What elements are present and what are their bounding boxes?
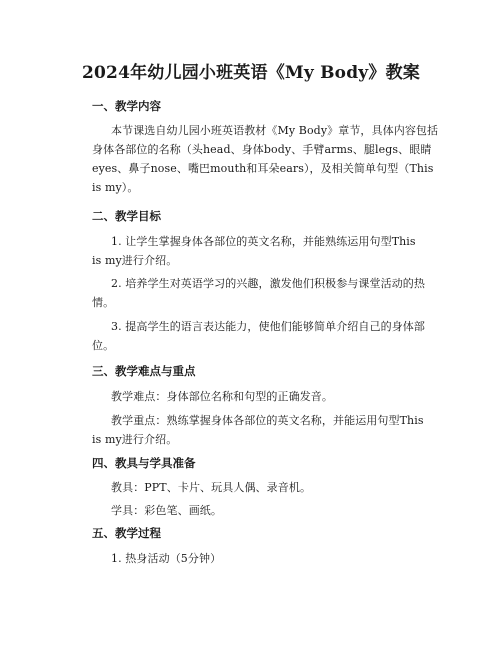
paragraph-line: 2. 培养学生对英语学习的兴趣，激发他们积极参与课堂活动的热 bbox=[111, 277, 425, 290]
paragraph-line: 位。 bbox=[92, 339, 115, 352]
section-heading-teaching-goals: 二、教学目标 bbox=[92, 209, 161, 223]
paragraph-line: 情。 bbox=[92, 296, 115, 309]
paragraph-line: is my进行介绍。 bbox=[92, 254, 178, 267]
section-heading-teaching-process: 五、教学过程 bbox=[92, 526, 161, 540]
section-heading-teaching-materials: 四、教具与学具准备 bbox=[92, 456, 196, 470]
paragraph-line: 本节课选自幼儿园小班英语教材《My Body》章节，具体内容包括 bbox=[111, 124, 439, 137]
paragraph-line: 学具：彩色笔、画纸。 bbox=[111, 504, 222, 517]
paragraph-line: 1. 让学生掌握身体各部位的英文名称，并能熟练运用句型This bbox=[111, 235, 416, 248]
section-heading-difficulties-focus: 三、教学难点与重点 bbox=[92, 364, 196, 378]
paragraph-line: eyes、鼻子nose、嘴巴mouth和耳朵ears），及相关简单句型（This bbox=[92, 162, 434, 175]
paragraph-line: 教学难点：身体部位名称和句型的正确发音。 bbox=[111, 390, 333, 403]
paragraph-line: is my进行介绍。 bbox=[92, 433, 178, 446]
paragraph-line: 1. 热身活动（5分钟） bbox=[111, 552, 222, 565]
document-title: 2024年幼儿园小班英语《My Body》教案 bbox=[81, 63, 420, 83]
paragraph-line: 教具：PPT、卡片、玩具人偶、录音机。 bbox=[111, 481, 312, 494]
paragraph-line: is my）。 bbox=[92, 181, 139, 194]
paragraph-line: 3. 提高学生的语言表达能力，使他们能够简单介绍自己的身体部 bbox=[111, 320, 425, 333]
paragraph-line: 教学重点：熟练掌握身体各部位的英文名称，并能运用句型This bbox=[111, 414, 424, 427]
section-heading-teaching-content: 一、教学内容 bbox=[92, 99, 161, 113]
paragraph-line: 身体各部位的名称（头head、身体body、手臂arms、腿legs、眼睛 bbox=[92, 143, 432, 156]
